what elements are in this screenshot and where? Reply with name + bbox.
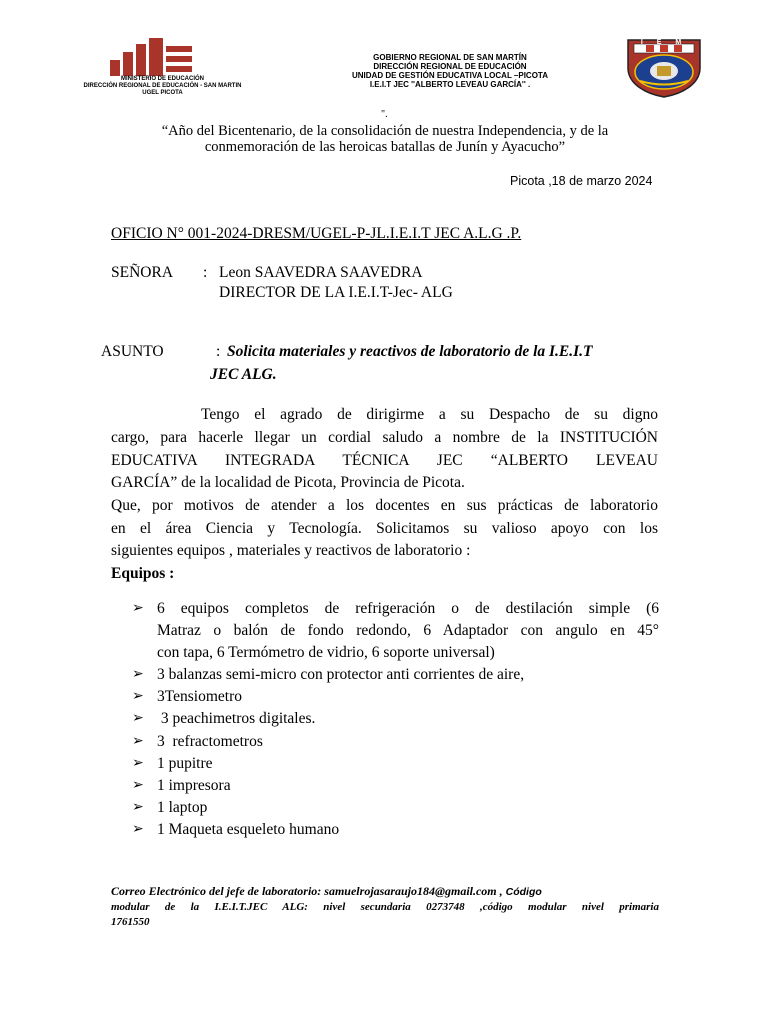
year-motto-line-2: conmemoración de las heroicas batallas de Junín y Ayacucho” (204, 139, 566, 155)
bullet-arrow-icon: ➢ (132, 800, 144, 815)
equipment-item-1-line-2: Matraz o balón de fondo redondo, 6 Adaptador con angulo en 45° (157, 622, 659, 639)
recipient-title: DIRECTOR DE LA I.E.I.T-Jec- ALG (219, 284, 453, 301)
equipment-item-1-line-1: 6 equipos completos de refrigeración o de destilación simple (6 (157, 600, 659, 617)
header-line-ugel: UNIDAD DE GESTIÓN EDUCATIVA LOCAL –PICOTA (351, 71, 548, 80)
paragraph-2-line-2: en el área Ciencia y Tecnología. Solicitamos su valioso apoyo con los (111, 520, 658, 537)
oficio-reference: OFICIO N° 001-2024-DRESM/UGEL-P-JL.I.E.I.T JEC A.L.G .P. (111, 225, 522, 242)
bullet-arrow-icon: ➢ (132, 778, 144, 793)
equipment-item-7: 1 impresora (157, 777, 231, 794)
recipient-label: SEÑORA (111, 264, 174, 281)
emblem-letters: I E M (640, 39, 688, 46)
bullet-arrow-icon: ➢ (132, 689, 144, 704)
equipment-item-9: 1 Maqueta esqueleto humano (157, 821, 340, 838)
subject-line-2: JEC ALG. (210, 366, 277, 383)
bullet-arrow-icon: ➢ (132, 734, 144, 749)
header-line-direction: DIRECCIÓN REGIONAL DE EDUCACIÓN (373, 62, 527, 71)
header-line-school: I.E.I.T JEC ''ALBERTO LEVEAU GARCÍA'' . (369, 80, 531, 89)
equipment-item-5: 3 refractometros (157, 733, 263, 750)
bullet-arrow-icon: ➢ (132, 822, 144, 837)
ugel-name: UGEL PICOTA (142, 90, 183, 96)
small-mark: ". (381, 109, 388, 120)
equipment-item-8: 1 laptop (157, 799, 208, 816)
paragraph-2-line-3: siguientes equipos , materiales y reactivos de laboratorio : (111, 542, 471, 559)
bullet-arrow-icon: ➢ (132, 667, 144, 682)
equipment-item-6: 1 pupitre (157, 755, 213, 772)
school-emblem-icon (626, 38, 702, 98)
recipient-colon: : (203, 264, 208, 281)
ministry-logo-icon (110, 38, 192, 76)
paragraph-1-line-1: Tengo el agrado de dirigirme a su Despacho de su digno (201, 406, 658, 423)
footer-line-2: modular de la I.E.I.T.JEC ALG: nivel secundaria 0273748 ,código modular nivel primaria (111, 901, 659, 913)
subject-line-1: Solicita materiales y reactivos de laboratorio de la I.E.I.T (227, 343, 593, 360)
ministry-name: MINISTERIO DE EDUCACIÓN (120, 76, 204, 82)
footer-line-1 (111, 884, 659, 899)
bullet-arrow-icon: ➢ (132, 756, 144, 771)
equipment-heading: Equipos : (111, 565, 175, 582)
footer-line-3: 1761550 (111, 916, 150, 928)
footer-codigo-text: Código (505, 886, 542, 898)
paragraph-1-line-4: GARCÍA” de la localidad de Picota, Provincia de Picota. (111, 474, 465, 491)
regional-direction-name: DIRECCIÓN REGIONAL DE EDUCACIÓN - SAN MARTIN (83, 83, 242, 89)
equipment-item-1-line-3: con tapa, 6 Termómetro de vidrio, 6 soporte universal) (157, 644, 495, 661)
year-motto-line-1: “Año del Bicentenario, de la consolidación de nuestra Independencia, y de la (161, 123, 609, 139)
bullet-arrow-icon: ➢ (132, 711, 144, 726)
equipment-item-4: 3 peachimetros digitales. (157, 710, 316, 727)
paragraph-1-line-2: cargo, para hacerle llegar un cordial saludo a nombre de la INSTITUCIÓN (111, 429, 658, 446)
paragraph-2-line-1: Que, por motivos de atender a los docentes en sus prácticas de laboratorio (111, 497, 658, 514)
document-date: Picota ,18 de marzo 2024 (510, 174, 653, 188)
bullet-arrow-icon: ➢ (132, 601, 144, 616)
equipment-item-2: 3 balanzas semi-micro con protector anti corrientes de aire, (157, 666, 525, 683)
subject-colon: : (216, 343, 221, 360)
paragraph-1-line-3: EDUCATIVA INTEGRADA TÉCNICA JEC “ALBERTO LEVEAU (111, 452, 658, 469)
subject-label: ASUNTO (101, 343, 164, 360)
footer-email-text: Correo Electrónico del jefe de laboratorio: samuelrojasaraujo184@gmail.com , (111, 884, 503, 898)
header-line-government: GOBIERNO REGIONAL DE SAN MARTÍN (373, 53, 527, 62)
recipient-name: Leon SAAVEDRA SAAVEDRA (219, 264, 423, 281)
equipment-item-3: 3Tensiometro (157, 688, 243, 705)
